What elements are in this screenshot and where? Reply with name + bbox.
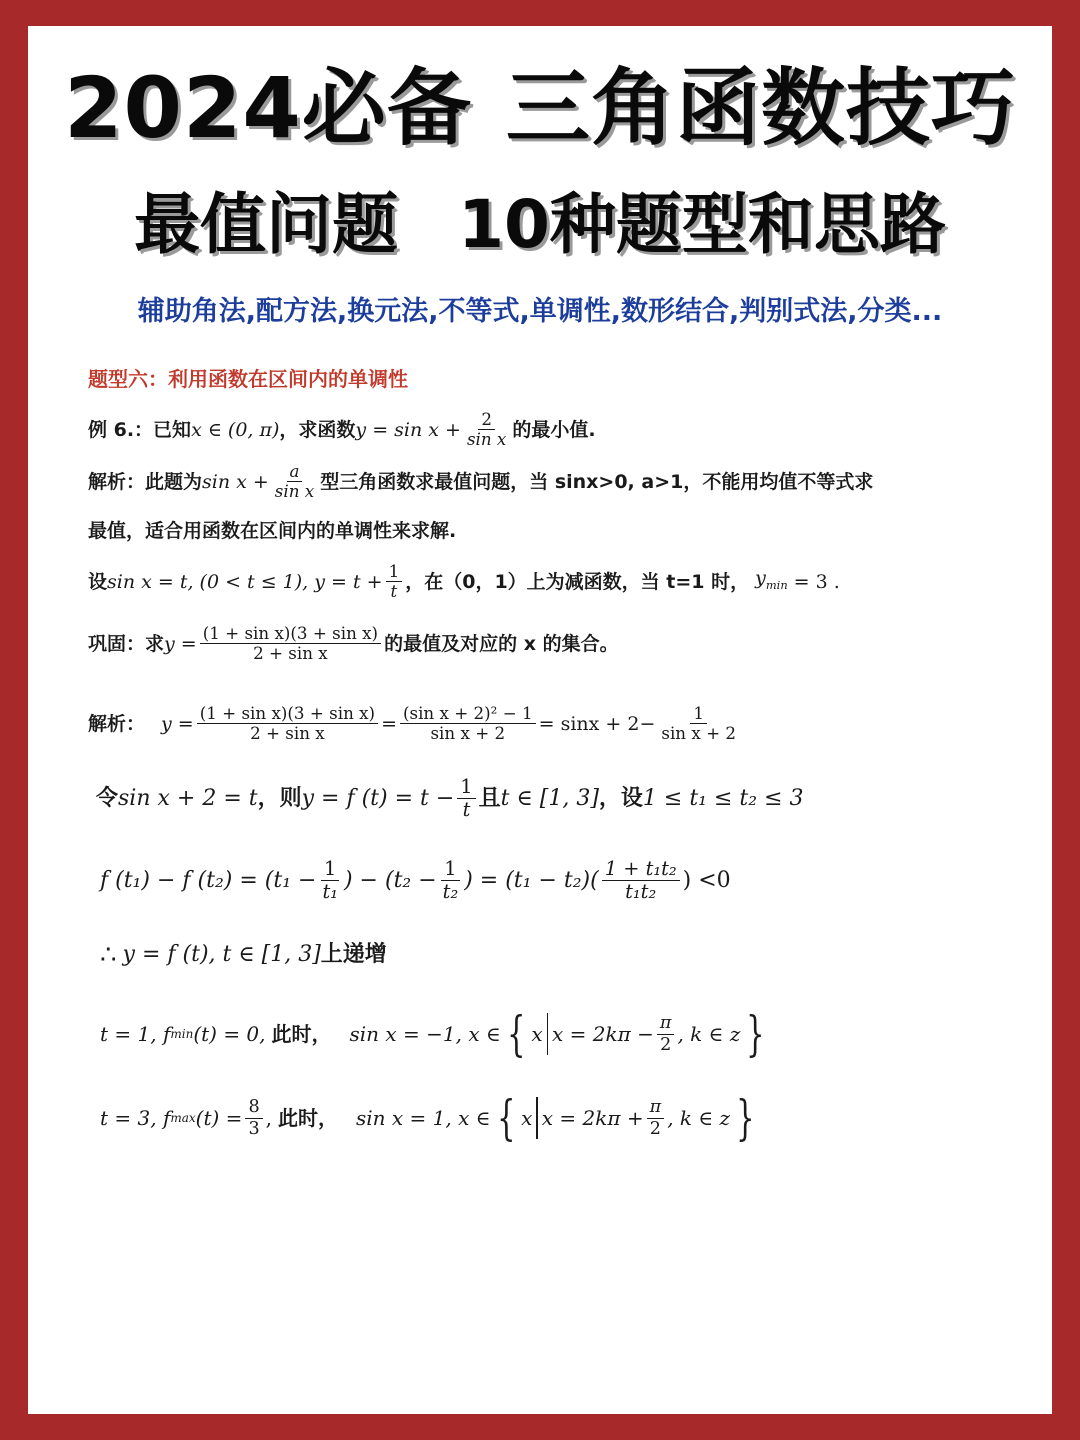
analysis-2-label: 解析： — [88, 712, 146, 735]
max-set-var: x — [521, 1106, 533, 1130]
max-set-tail: , k ∈ z — [667, 1106, 731, 1130]
fraction-numerator: (1 + sin x)(3 + sin x) — [200, 624, 381, 644]
fraction-numerator: 1 — [321, 858, 339, 881]
difference-line — [100, 858, 731, 904]
fraction-numerator: 1 + t₁t₂ — [602, 858, 680, 881]
diff-tail: ) <0 — [682, 867, 731, 893]
diff-mid: ) − (t₂ − — [343, 867, 437, 893]
min-text: 此时， — [271, 1022, 332, 1046]
analysis-2-lhs: y = — [161, 712, 194, 735]
analysis-lhs: sin x + — [202, 470, 269, 493]
max-expr: t = 3, f — [100, 1106, 171, 1130]
fraction-numerator: 8 — [245, 1097, 262, 1118]
fraction-numerator: a — [287, 462, 303, 482]
analysis-fraction — [272, 462, 317, 501]
therefore-line — [100, 940, 387, 970]
max-sub: max — [170, 1111, 196, 1125]
set-bar — [547, 1013, 548, 1055]
ymin-sub: min — [765, 578, 788, 593]
max-comma: , — [265, 1106, 272, 1130]
fraction-numerator: 1 — [457, 776, 475, 799]
min-eq: sin x = −1, x ∈ — [349, 1022, 501, 1046]
max-text: 此时， — [278, 1106, 338, 1130]
fraction-denominator: sin x + 2 — [430, 723, 506, 744]
let-label: 令 — [96, 785, 119, 811]
max-set-expr: x = 2kπ + — [541, 1106, 644, 1130]
left-brace: { — [496, 1090, 515, 1146]
min-val: (t) = 0, — [193, 1022, 266, 1046]
fraction-denominator: t₁t₂ — [625, 880, 657, 904]
diff-lhs: f (t₁) − f (t₂) = (t₁ − — [100, 867, 317, 893]
title-part-1: 2024必备 — [64, 59, 472, 157]
let-set: ，设 — [598, 785, 643, 811]
fraction-numerator: 1 — [441, 858, 459, 881]
analysis-2-line — [88, 704, 742, 743]
fraction-numerator: π — [647, 1097, 665, 1118]
let-line — [96, 776, 804, 822]
diff-mid-2: ) = (t₁ − t₂)( — [464, 867, 599, 893]
example-tail: 的最小值. — [512, 418, 596, 441]
analysis-text: 型三角函数求最值问题，当 sinx>0, a>1，不能用均值不等式求 — [320, 470, 874, 493]
analysis-2-eq-2: = sinx + 2− — [538, 712, 656, 735]
analysis-2-fraction-2 — [400, 704, 536, 743]
fraction-numerator: (sin x + 2)² − 1 — [400, 704, 536, 724]
consolidate-text: 的最值及对应的 x 的集合。 — [384, 632, 619, 655]
analysis-2-fraction-1 — [197, 704, 378, 743]
fraction-numerator: (1 + sin x)(3 + sin x) — [197, 704, 378, 724]
analysis-2-fraction-3 — [658, 704, 739, 743]
methods-list: 辅助角法,配方法,换元法,不等式,单调性,数形结合,判别式法,分类... — [137, 296, 943, 327]
setup-sub: sin x = t, (0 < t ≤ 1), y = t + — [107, 570, 383, 593]
diff-fraction-2 — [440, 858, 462, 904]
set-bar — [536, 1097, 537, 1139]
right-brace: } — [736, 1090, 755, 1146]
let-then: ，则 — [257, 785, 302, 811]
example-label: 例 6.：已知 — [88, 418, 192, 441]
fraction-denominator: sin x — [274, 481, 315, 502]
title-part-2: 三角函数技巧 — [505, 59, 1016, 157]
analysis-label: 解析：此题为 — [88, 470, 203, 493]
min-fraction — [657, 1013, 675, 1054]
fraction-numerator: 1 — [386, 562, 403, 582]
consolidate-label: 巩固：求 — [88, 632, 165, 655]
let-sub: sin x + 2 = t — [118, 785, 258, 811]
fraction-denominator: t — [462, 798, 471, 822]
example-condition: x ∈ (0, π) — [191, 418, 280, 441]
fraction-denominator: sin x + 2 — [661, 723, 737, 744]
min-set-tail: , k ∈ z — [677, 1022, 741, 1046]
fraction-denominator: 2 — [649, 1118, 661, 1139]
fraction-denominator: 2 + sin x — [253, 643, 328, 664]
max-eq: sin x = 1, x ∈ — [356, 1106, 491, 1130]
example-line — [88, 410, 596, 449]
fraction-denominator: t₁ — [322, 880, 338, 904]
example-fraction — [464, 410, 509, 449]
fraction-denominator: 3 — [248, 1118, 260, 1139]
diff-fraction-3 — [602, 858, 680, 904]
left-brace: { — [506, 1006, 526, 1062]
ymin-y: y — [755, 567, 766, 590]
analysis-line-2: 最值，适合用函数在区间内的单调性来求解. — [88, 520, 457, 542]
min-set-var: x — [531, 1022, 543, 1046]
right-brace: } — [746, 1006, 765, 1062]
max-fraction — [647, 1097, 665, 1138]
let-and: 且 — [478, 785, 501, 811]
setup-line — [88, 562, 840, 601]
subtitle-part-1: 最值问题 — [134, 186, 399, 263]
therefore-expr: y = f (t), t ∈ [1, 3] — [122, 942, 321, 967]
therefore-symbol: ∴ — [100, 940, 117, 970]
example-func-lhs: y = sin x + — [355, 418, 461, 441]
let-function: y = f (t) = t − — [301, 785, 455, 811]
setup-label: 设 — [88, 570, 108, 593]
setup-text: ，在（0，1）上为减函数，当 t=1 时， — [405, 570, 750, 593]
ymin-symbol — [755, 563, 788, 600]
fraction-denominator: 2 + sin x — [250, 723, 325, 744]
max-value-fraction — [245, 1097, 262, 1138]
min-expr: t = 1, f — [100, 1022, 171, 1046]
let-fraction — [457, 776, 475, 822]
consolidate-lhs: y = — [164, 632, 197, 655]
diff-fraction-1 — [319, 858, 341, 904]
fraction-numerator: π — [657, 1013, 675, 1034]
let-order: 1 ≤ t₁ ≤ t₂ ≤ 3 — [642, 785, 804, 811]
fraction-denominator: t — [390, 581, 398, 602]
fraction-denominator: sin x — [466, 429, 507, 450]
therefore-text: 上递增 — [320, 942, 387, 967]
fraction-numerator: 1 — [690, 704, 707, 724]
fraction-denominator: t₂ — [442, 880, 459, 904]
max-case-line — [100, 1090, 761, 1146]
consolidate-fraction — [200, 624, 381, 663]
section-title: 题型六：利用函数在区间内的单调性 — [88, 367, 408, 391]
ymin-value: = 3 . — [793, 570, 840, 593]
subtitle-part-2: 10种题型和思路 — [458, 186, 946, 263]
setup-fraction — [386, 562, 403, 601]
fraction-denominator: 2 — [660, 1034, 672, 1055]
min-sub: min — [170, 1027, 194, 1041]
min-case-line — [100, 1006, 771, 1062]
consolidate-line — [88, 624, 619, 663]
fraction-numerator: 2 — [478, 410, 495, 430]
example-ask: ，求函数 — [279, 418, 356, 441]
analysis-line-1 — [88, 462, 873, 501]
min-set-expr: x = 2kπ − — [552, 1022, 654, 1046]
max-val: (t) = — [195, 1106, 243, 1130]
let-range: t ∈ [1, 3] — [500, 785, 599, 811]
analysis-2-eq-1: = — [381, 712, 397, 735]
